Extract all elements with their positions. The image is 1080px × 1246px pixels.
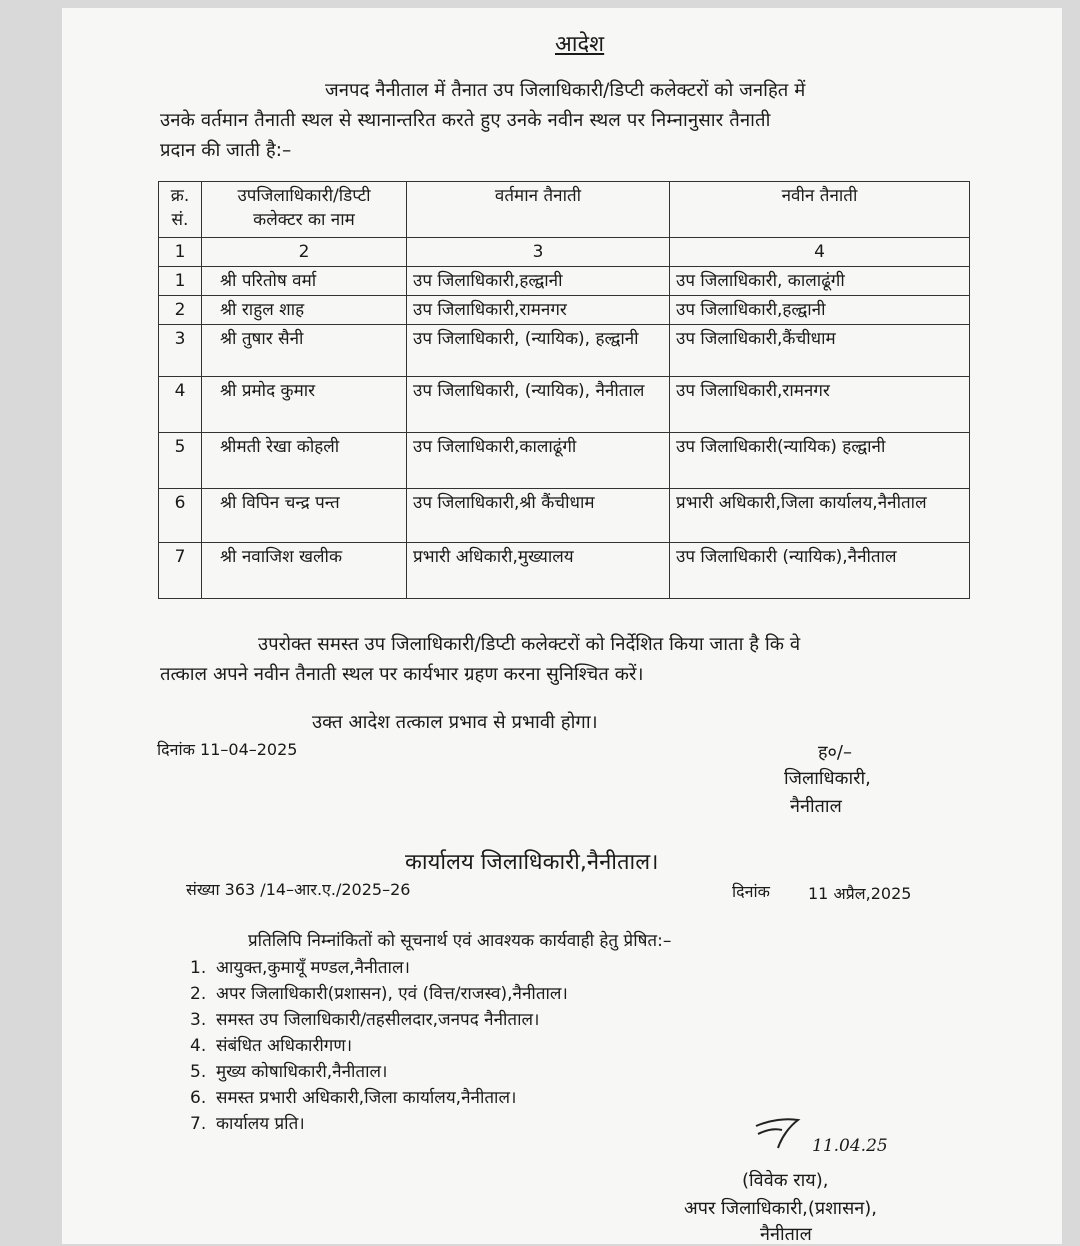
order-date: दिनांक 11–04–2025 bbox=[157, 740, 298, 759]
transfer-table bbox=[158, 181, 970, 599]
reference-number: संख्या 363 /14–आर.ए./2025–26 bbox=[186, 880, 411, 899]
intro-line-2: उनके वर्तमान तैनाती स्थल से स्थानान्तरित करते हुए उनके नवीन स्थल पर निम्नानुसार तैनाती bbox=[160, 110, 771, 131]
table-row: 5 श्रीमती रेखा कोहली उप जिलाधिकारी,कालाढूंगी उप जिलाधिकारी(न्यायिक) हल्द्वानी bbox=[159, 433, 970, 489]
column-number-row: 1 2 3 4 bbox=[159, 238, 970, 267]
signed-designation: जिलाधिकारी, bbox=[784, 768, 871, 789]
effect-line: उक्त आदेश तत्काल प्रभाव से प्रभावी होगा। bbox=[312, 712, 598, 733]
office-heading: कार्यालय जिलाधिकारी,नैनीताल। bbox=[405, 850, 659, 875]
intro-line-1: जनपद नैनीताल में तैनात उप जिलाधिकारी/डिप्टी कलेक्टरों को जनहित में bbox=[325, 80, 806, 101]
intro-line-3: प्रदान की जाती है:– bbox=[160, 140, 292, 161]
signed-mark: ह०/– bbox=[818, 742, 852, 763]
list-item: 7. कार्यालय प्रति। bbox=[190, 1114, 305, 1134]
list-item: 6. समस्त प्रभारी अधिकारी,जिला कार्यालय,नैनीताल। bbox=[190, 1088, 517, 1108]
table-row: 6 श्री विपिन चन्द्र पन्त उप जिलाधिकारी,श्री कैंचीधाम प्रभारी अधिकारी,जिला कार्यालय,नैनीताल bbox=[159, 489, 970, 543]
signatory-place: नैनीताल bbox=[760, 1224, 812, 1245]
reference-date-label: दिनांक bbox=[732, 882, 770, 901]
list-item: 3. समस्त उप जिलाधिकारी/तहसीलदार,जनपद नैनीताल। bbox=[190, 1010, 540, 1030]
table-row: 1 श्री परितोष वर्मा उप जिलाधिकारी,हल्द्वानी उप जिलाधिकारी, कालाढूंगी bbox=[159, 267, 970, 296]
header-officer-name: उपजिलाधिकारी/डिप्टी कलेक्टर का नाम bbox=[202, 182, 407, 238]
header-current-posting: वर्तमान तैनाती bbox=[407, 182, 670, 238]
header-new-posting: नवीन तैनाती bbox=[670, 182, 970, 238]
list-item: 4. संबंधित अधिकारीगण। bbox=[190, 1036, 353, 1056]
list-item: 2. अपर जिलाधिकारी(प्रशासन), एवं (वित्त/राजस्व),नैनीताल। bbox=[190, 984, 568, 1004]
document-title: आदेश bbox=[555, 32, 605, 57]
header-sno: क्र. सं. bbox=[159, 182, 202, 238]
table-row: 4 श्री प्रमोद कुमार उप जिलाधिकारी, (न्यायिक), नैनीताल उप जिलाधिकारी,रामनगर bbox=[159, 377, 970, 433]
reference-date: 11 अप्रैल,2025 bbox=[808, 884, 912, 903]
directive-line-1: उपरोक्त समस्त उप जिलाधिकारी/डिप्टी कलेक्टरों को निर्देशित किया जाता है कि वे bbox=[258, 634, 801, 655]
table-row: 3 श्री तुषार सैनी उप जिलाधिकारी, (न्यायिक), हल्द्वानी उप जिलाधिकारी,कैंचीधाम bbox=[159, 325, 970, 377]
copy-intro: प्रतिलिपि निम्नांकितों को सूचनार्थ एवं आवश्यक कार्यवाही हेतु प्रेषित:– bbox=[248, 931, 672, 951]
signatory-designation: अपर जिलाधिकारी,(प्रशासन), bbox=[684, 1198, 877, 1219]
signature-date: 11.04.25 bbox=[812, 1136, 888, 1156]
copy-recipient-list bbox=[190, 955, 568, 1137]
directive-line-2: तत्काल अपने नवीन तैनाती स्थल पर कार्यभार ग्रहण करना सुनिश्चित करें। bbox=[160, 664, 644, 685]
signed-place: नैनीताल bbox=[790, 796, 842, 817]
signatory-name: (विवेक राय), bbox=[742, 1170, 829, 1191]
table-header-row bbox=[159, 182, 970, 238]
list-item: 1. आयुक्त,कुमायूँ मण्डल,नैनीताल। bbox=[190, 958, 410, 978]
table-row: 2 श्री राहुल शाह उप जिलाधिकारी,रामनगर उप जिलाधिकारी,हल्द्वानी bbox=[159, 296, 970, 325]
list-item: 5. मुख्य कोषाधिकारी,नैनीताल। bbox=[190, 1062, 388, 1082]
table-row: 7 श्री नवाजिश खलीक प्रभारी अधिकारी,मुख्यालय उप जिलाधिकारी (न्यायिक),नैनीताल bbox=[159, 543, 970, 599]
